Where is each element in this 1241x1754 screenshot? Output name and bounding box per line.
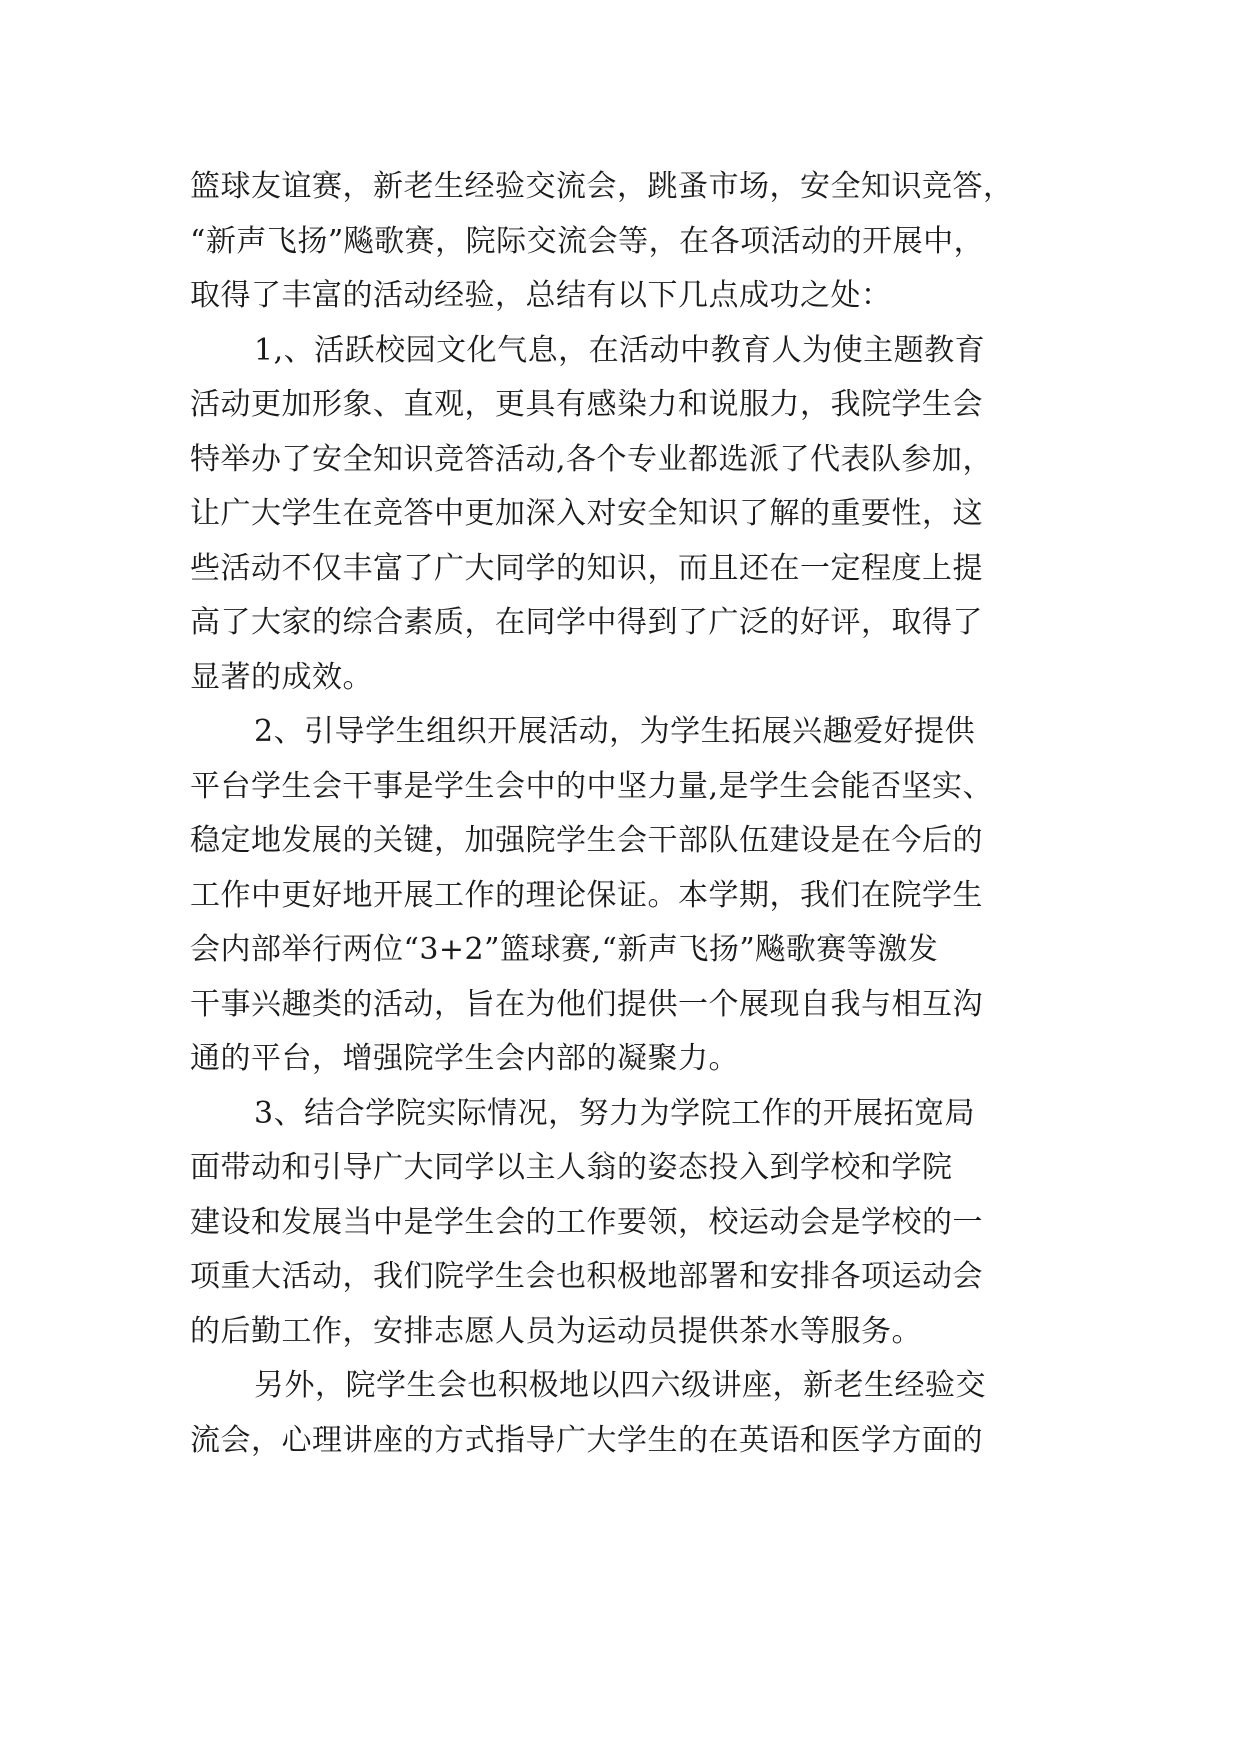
paragraph-start-line: 2、引导学生组织开展活动，为学生拓展兴趣爱好提供 — [254, 714, 976, 749]
text-line: 活动更加形象、直观，更具有感染力和说服力，我院学生会 — [190, 387, 983, 422]
text-line: 通的平台，增强院学生会内部的凝聚力。 — [190, 1041, 739, 1076]
text-line: 项重大活动，我们院学生会也积极地部署和安排各项运动会 — [190, 1259, 983, 1294]
text-line: 取得了丰富的活动经验，总结有以下几点成功之处： — [190, 278, 892, 313]
text-line: “新声飞扬”飚歌赛，院际交流会等，在各项活动的开展中， — [190, 223, 985, 259]
text-line: 些活动不仅丰富了广大同学的知识，而且还在一定程度上提 — [190, 550, 983, 586]
paragraph-start-line: 3、结合学院实际情况，努力为学院工作的开展拓宽局 — [254, 1095, 976, 1131]
text-line: 显著的成效。 — [190, 659, 373, 695]
text-line: 特举办了安全知识竞答活动,各个专业都选派了代表队参加， — [190, 441, 994, 477]
text-line: 高了大家的综合素质，在同学中得到了广泛的好评，取得了 — [190, 605, 983, 640]
text-line: 平台学生会干事是学生会中的中坚力量,是学生会能否坚实、 — [190, 768, 994, 804]
text-line: 让广大学生在竞答中更加深入对安全知识了解的重要性，这 — [190, 496, 983, 531]
paragraph-start-line: 另外，院学生会也积极地以四六级讲座，新老生经验交 — [254, 1368, 986, 1403]
text-line: 篮球友谊赛，新老生经验交流会，跳蚤市场，安全知识竞答， — [190, 169, 1014, 204]
text-line: 面带动和引导广大同学以主人翁的姿态投入到学校和学院 — [190, 1150, 953, 1185]
text-line: 流会，心理讲座的方式指导广大学生的在英语和医学方面的 — [190, 1422, 983, 1458]
text-line: 的后勤工作，安排志愿人员为运动员提供茶水等服务。 — [190, 1313, 922, 1349]
text-line: 会内部举行两位“3+2”篮球赛,“新声飞扬”飚歌赛等激发 — [190, 932, 939, 967]
text-line: 稳定地发展的关键，加强院学生会干部队伍建设是在今后的 — [190, 823, 983, 858]
text-line: 工作中更好地开展工作的理论保证。本学期，我们在院学生 — [190, 877, 983, 913]
text-line: 干事兴趣类的活动，旨在为他们提供一个展现自我与相互沟 — [190, 986, 983, 1022]
document-body — [190, 160, 1070, 1468]
text-line: 建设和发展当中是学生会的工作要领，校运动会是学校的一 — [190, 1204, 983, 1240]
paragraph-start-line: 1,、活跃校园文化气息，在活动中教育人为使主题教育 — [254, 332, 986, 368]
